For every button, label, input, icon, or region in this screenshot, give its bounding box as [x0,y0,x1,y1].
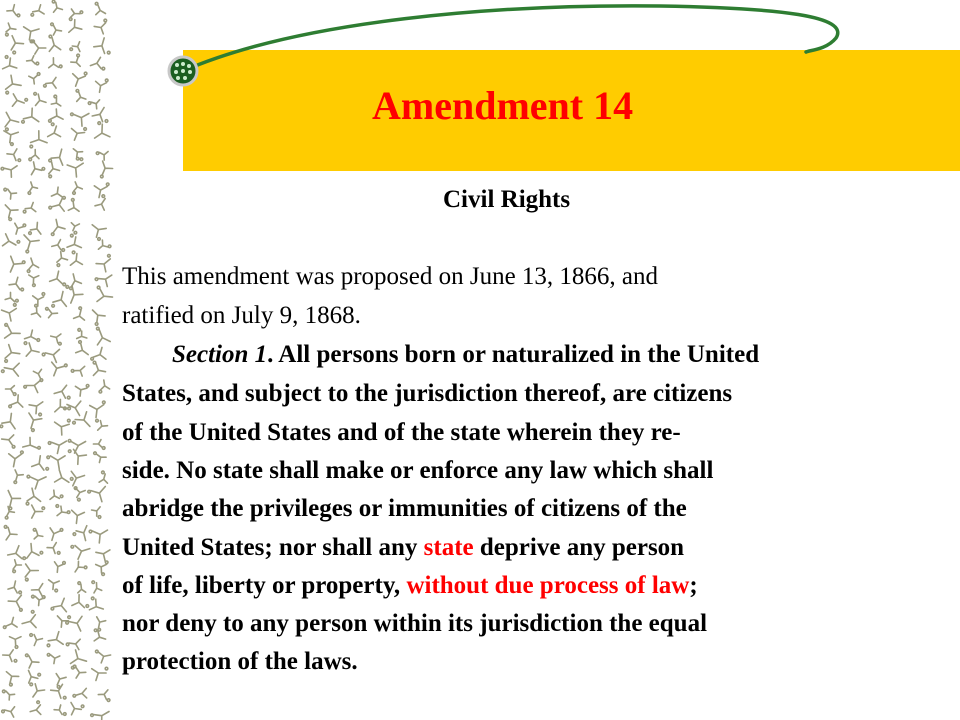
ornament-ball-icon [169,57,197,85]
slide-subtitle: Civil Rights [443,186,571,213]
highlight-due-process: without due process of law [406,572,690,599]
section-line-6-end: deprive any person [473,534,685,561]
section-line-6 [122,534,684,562]
section-line-3: of the United States and of the state wherein they re- [122,419,681,446]
section-line-1-text: . All persons born or naturalized in the United [267,341,760,368]
slide-title: Amendment 14 [372,83,634,128]
highlight-state: state [423,534,474,561]
intro-line-1: This amendment was proposed on June 13, 1866, and [122,263,659,290]
section-line-7 [122,572,698,600]
section-line-8: nor deny to any person within its jurisdiction the equal [122,610,708,637]
section-line-2: States, and subject to the jurisdiction thereof, are citizens [122,380,733,407]
intro-line-2: ratified on July 9, 1868. [122,302,361,329]
section-line-7-start: of life, liberty or property, [122,572,407,599]
section-line-7-end: ; [689,572,698,599]
section-line-9: protection of the laws. [122,648,358,675]
section-line-6-start: United States; nor shall any [122,534,424,561]
section-line-1 [172,341,759,369]
section-line-5: abridge the privileges or immunities of citizens of the [122,495,687,522]
section-label: Section 1 [172,341,268,368]
section-line-4: side. No state shall make or enforce any law which shall [122,457,714,484]
